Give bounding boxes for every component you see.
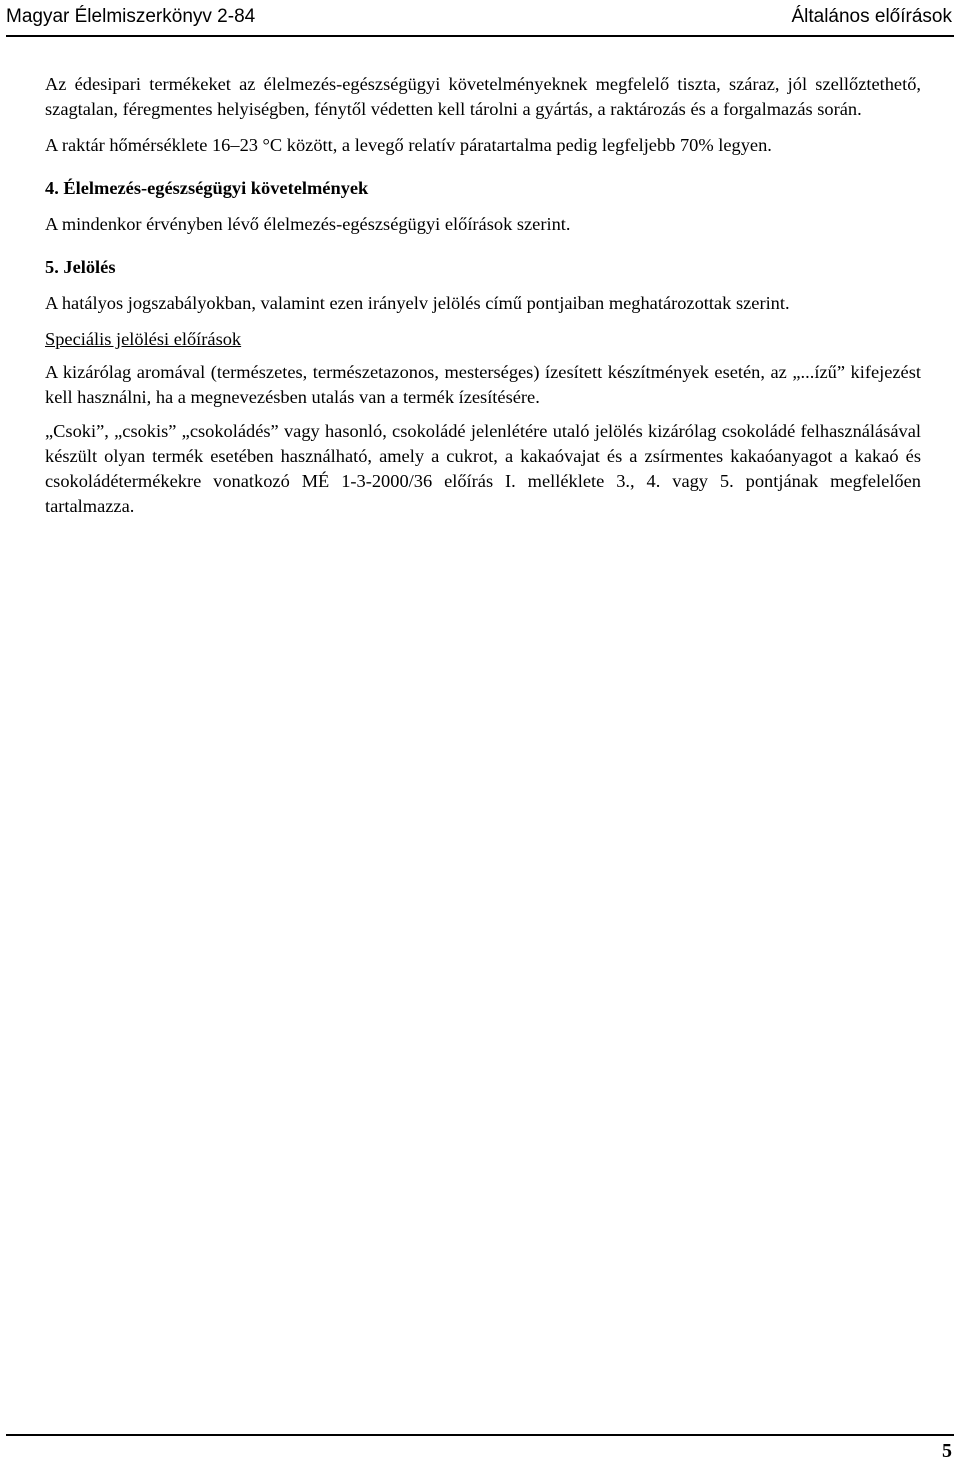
section-4-text: A mindenkor érvényben lévő élelmezés-egészségügyi előírások szerint. (45, 214, 571, 234)
header-section-title: Általános előírások (791, 6, 952, 27)
special-labeling-heading: Speciális jelölési előírások (45, 329, 242, 349)
page-header (6, 4, 952, 34)
header-document-title: Magyar Élelmiszerkönyv 2-84 (6, 6, 256, 27)
section-5-heading: 5. Jelölés (45, 257, 116, 277)
section-5-text: A hatályos jogszabályokban, valamint ezen irányelv jelölés című pontjaiban meghatározottak szerint. (45, 293, 790, 313)
page-number: 5 (942, 1440, 952, 1462)
storage-paragraph: Az édesipari termékeket az élelmezés-egészségügyi követelményeknek megfelelő tiszta, száraz, jól szellőztethető, szagtalan, féregmentes helyiségben, fénytől védetten kell tárolni a gyártás, a raktározás és a forgalmazás során. (45, 74, 921, 119)
document-body (45, 72, 921, 519)
section-4-heading: 4. Élelmezés-egészségügyi követelmények (45, 178, 369, 198)
temperature-paragraph: A raktár hőmérséklete 16–23 °C között, a levegő relatív páratartalma pedig legfeljebb 70% legyen. (45, 135, 772, 155)
footer-divider (6, 1434, 954, 1436)
csoki-paragraph: „Csoki”, „csokis” „csokoládés” vagy hasonló, csokoládé jelenlétére utaló jelölés kizárólag csokoládé felhasználásával készült olyan termék esetében használható, amely a cukrot, a kakaóvajat és a zsírmentes kakaóanyagot a kakaó és csokoládétermékekre vonatkozó MÉ 1-3-2000/36 előírás I. melléklete 3., 4. vagy 5. pontjának megfelelően tartalmazza. (45, 421, 921, 516)
header-divider (6, 35, 954, 37)
aroma-paragraph: A kizárólag aromával (természetes, természetazonos, mesterséges) ízesített készítmények esetén, az „...ízű” kifejezést kell használni, ha a megnevezésben utalás van a termék ízesítésére. (45, 362, 921, 407)
